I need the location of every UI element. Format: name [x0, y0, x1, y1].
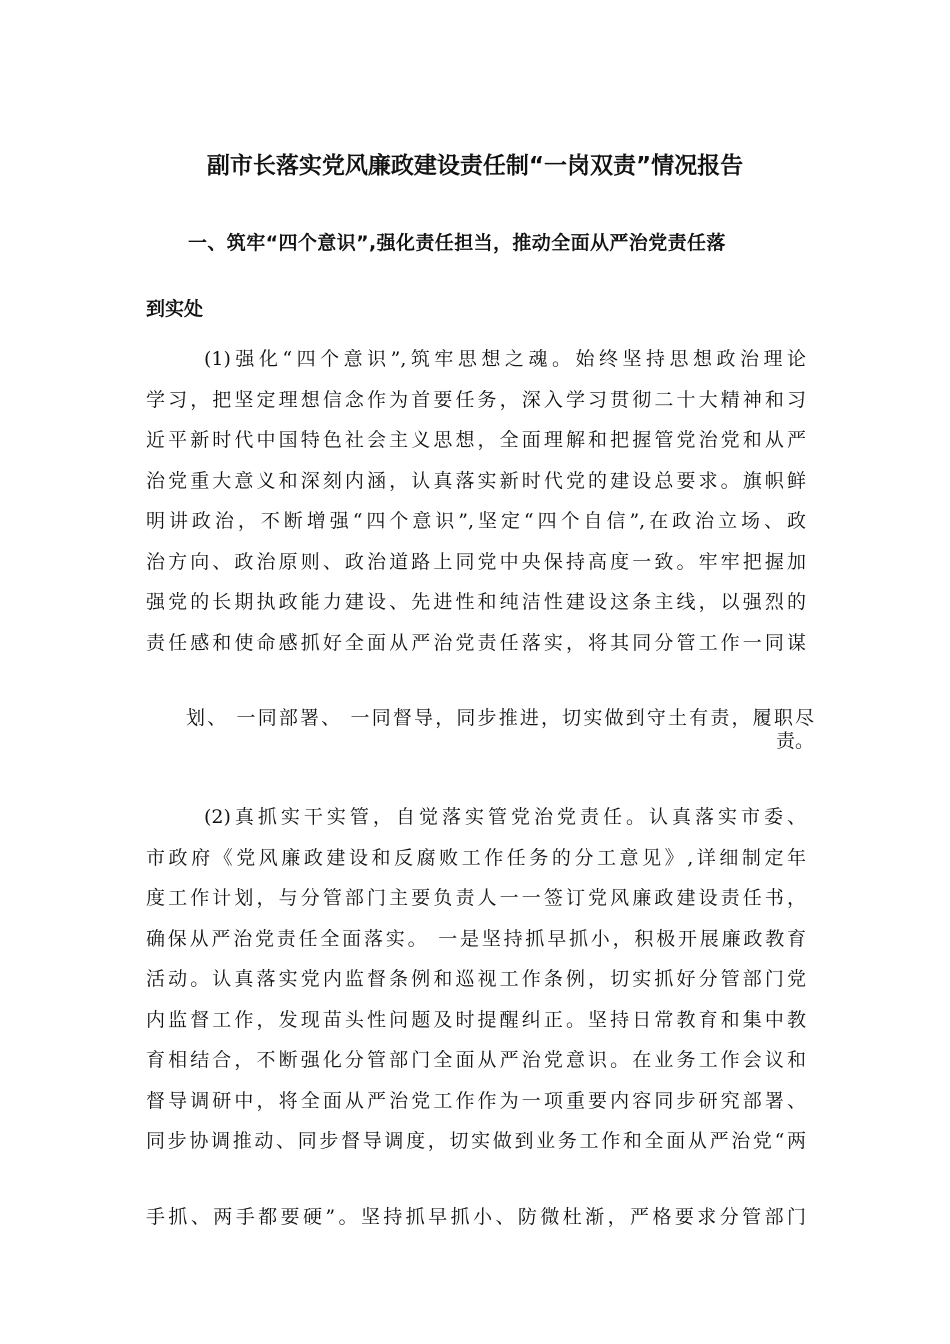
- paragraph-2-line: 育相结合，不断强化分管部门全面从严治党意识。在业务工作会议和: [146, 1049, 806, 1071]
- section-heading-line-2: 到实处: [146, 298, 204, 320]
- paragraph-2-line: 督导调研中，将全面从严治党工作作为一项重要内容同步研究部署、: [146, 1089, 806, 1112]
- paragraph-1-line: 明讲政治，不断增强“四个意识”,坚定“四个自信”,在政治立场、政: [146, 510, 806, 532]
- paragraph-2-line: 市政府《党风廉政建设和反腐败工作任务的分工意见》,详细制定年: [146, 846, 806, 869]
- paragraph-1-tail-line: 划、 一同部署、 一同督导，同步推进，切实做到守土有责，履职尽: [186, 707, 814, 729]
- paragraph-2: [146, 797, 806, 1162]
- paragraph-1-tail-end: 责。: [775, 730, 814, 752]
- paragraph-1: [146, 339, 806, 663]
- paragraph-2-line: 度工作计划，与分管部门主要负责人一一签订党风廉政建设责任书，: [146, 887, 806, 909]
- paragraph-1-line-text: (1)强化“四个意识”,筑牢思想之魂。始终坚持思想政治理论: [204, 348, 806, 370]
- paragraph-2-line: 内监督工作，发现苗头性问题及时提醒纠正。坚持日常教育和集中教: [146, 1008, 806, 1031]
- paragraph-2-line: [146, 797, 806, 838]
- paragraph-1-line: 责任感和使命感抓好全面从严治党责任落实，将其同分管工作一同谋: [146, 631, 806, 654]
- paragraph-1-line: 近平新时代中国特色社会主义思想，全面理解和把握管党治党和从严: [146, 429, 806, 451]
- paragraph-2-line: 同步协调推动、同步督导调度，切实做到业务工作和全面从严治党“两: [146, 1130, 806, 1152]
- paragraph-1-line: 治党重大意义和深刻内涵，认真落实新时代党的建设总要求。旗帜鲜: [146, 469, 806, 492]
- section-heading-line-1: 一、筑牢“四个意识”,强化责任担当，推动全面从严治党责任落: [188, 232, 726, 254]
- paragraph-2-line-text: (2)真抓实干实管，自觉落实管党治党责任。认真落实市委、: [204, 806, 806, 828]
- paragraph-1-tail: [186, 707, 814, 753]
- paragraph-2-last-line: 手抓、两手都要硬”。坚持抓早抓小、防微杜渐，严格要求分管部门: [146, 1206, 806, 1228]
- paragraph-1-line: 学习，把坚定理想信念作为首要任务，深入学习贯彻二十大精神和习: [146, 388, 806, 411]
- paragraph-2-line: 活动。认真落实党内监督条例和巡视工作条例，切实抓好分管部门党: [146, 968, 806, 990]
- paragraph-1-line: 治方向、政治原则、政治道路上同党中央保持高度一致。牢牢把握加: [146, 550, 806, 573]
- paragraph-2-line: 确保从严治党责任全面落实。 一是坚持抓早抓小，积极开展廉政教育: [146, 927, 806, 950]
- paragraph-1-line: 强党的长期执政能力建设、先进性和纯洁性建设这条主线，以强烈的: [146, 591, 806, 613]
- document-title: 副市长落实党风廉政建设责任制“一岗双责”情况报告: [206, 153, 744, 179]
- paragraph-1-line: [146, 339, 806, 380]
